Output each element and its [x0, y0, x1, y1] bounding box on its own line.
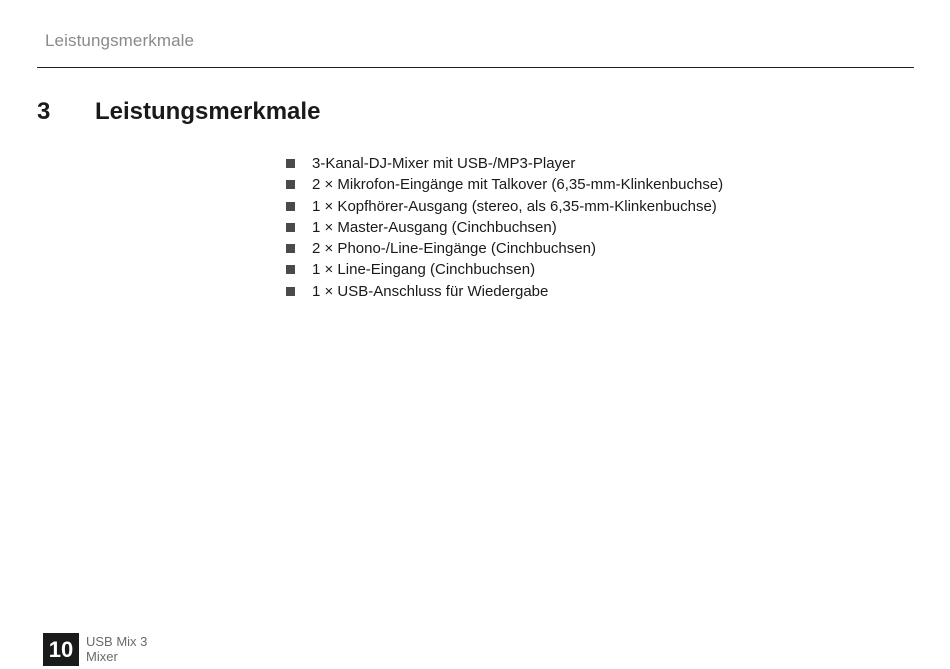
section-title: Leistungsmerkmale [95, 98, 321, 125]
square-bullet-icon [286, 202, 295, 211]
section-heading [37, 98, 320, 126]
list-item-text: 1 × Master-Ausgang (Cinchbuchsen) [312, 218, 557, 236]
section-number: 3 [37, 98, 51, 125]
square-bullet-icon [286, 265, 295, 274]
list-item-text: 2 × Mikrofon-Eingänge mit Talkover (6,35-mm-Klinkenbuchse) [312, 176, 724, 194]
footer-product-type: Mixer [86, 649, 118, 664]
list-item-text: 1 × Kopfhörer-Ausgang (stereo, als 6,35-mm-Klinkenbuchse) [312, 197, 717, 215]
footer-product-name [86, 634, 147, 664]
square-bullet-icon [286, 244, 295, 253]
square-bullet-icon [286, 287, 295, 296]
header-divider [37, 67, 914, 68]
list-item-text: 2 × Phono-/Line-Eingänge (Cinchbuchsen) [312, 240, 596, 258]
list-item-text: 1 × USB-Anschluss für Wiedergabe [312, 282, 549, 300]
footer-product-line: USB Mix 3 [86, 634, 148, 649]
square-bullet-icon [286, 180, 295, 189]
square-bullet-icon [286, 159, 295, 168]
list-item-text: 1 × Line-Eingang (Cinchbuchsen) [312, 261, 536, 279]
running-header-title: Leistungsmerkmale [45, 31, 195, 50]
square-bullet-icon [286, 223, 295, 232]
list-item-text: 3-Kanal-DJ-Mixer mit USB-/MP3-Player [312, 155, 576, 172]
page-number: 10 [43, 633, 79, 666]
